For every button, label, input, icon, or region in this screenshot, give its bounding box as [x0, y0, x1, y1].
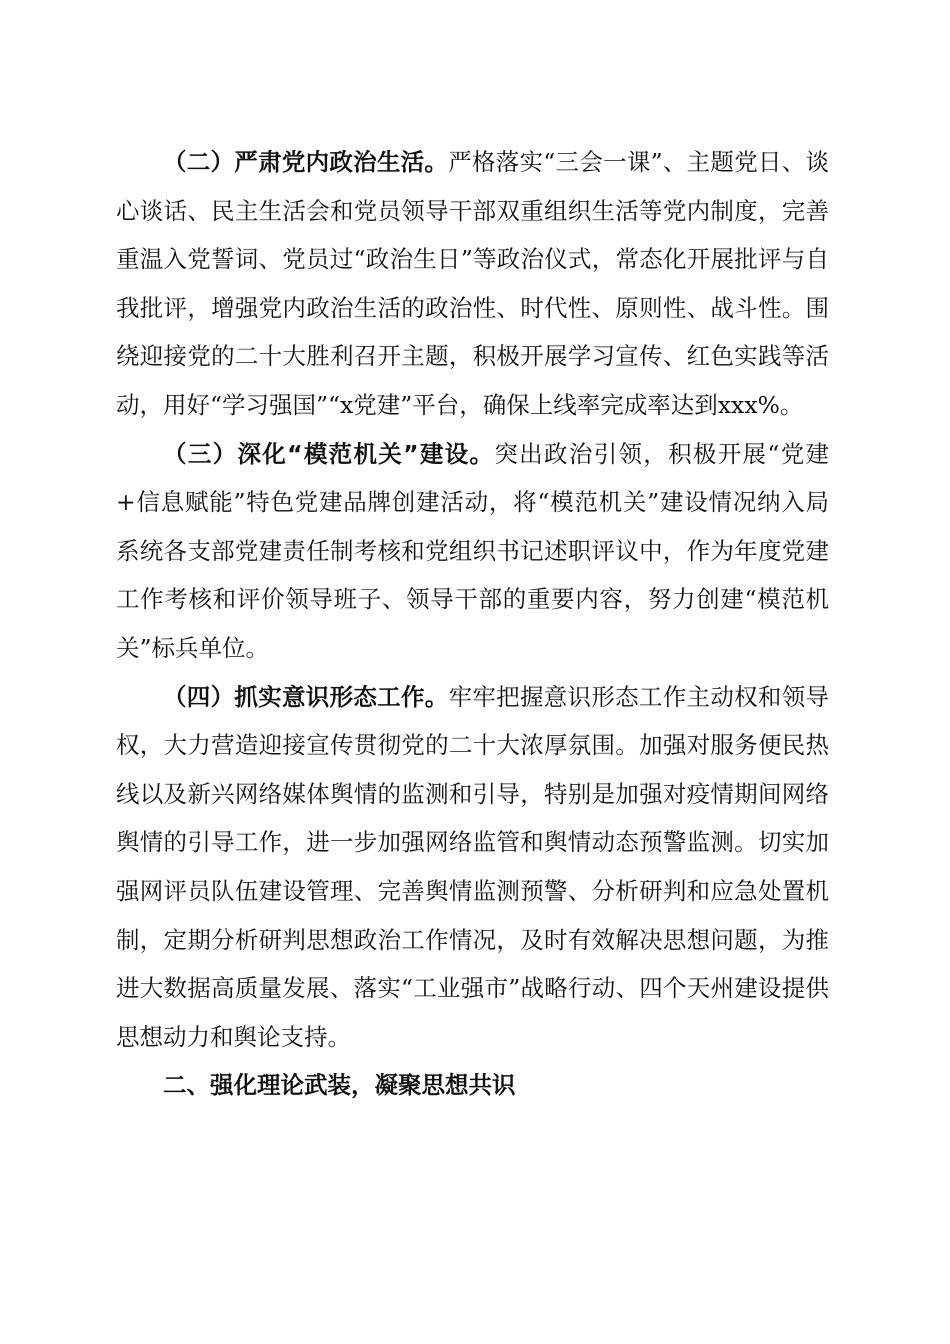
section-heading: 二、强化理论武装，凝聚思想共识	[163, 1071, 516, 1100]
paragraph-body-text: 牢牢把握意识形态工作主动权和领导权，大力营造迎接宣传贯彻党的二十大浓厚氛围。加强对服务便民热线以及新兴网络媒体舆情的监测和引导，特别是加强对疫情期间网络舆情的引导工作，进一步加强网络监管和舆情动态预警监测。切实加强网评员队伍建设管理、完善舆情监测预警、分析研判和应急处置机制，定期分析研判思想政治工作情况，及时有效解决思想问题，为推进大数据高质量发展、落实“工业强市”战略行动、四个天州建设提供思想动力和舆论支持。	[116, 682, 830, 1051]
paragraph-body-text: 严格落实“三会一课”、主题党日、谈心谈话、民主生活会和党员领导干部双重组织生活等党内制度，完善重温入党誓词、党员过“政治生日”等政治仪式，常态化开展批评与自我批评，增强党内政治生活的政治性、时代性、原则性、战斗性。围绕迎接党的二十大胜利召开主题，积极开展学习宣传、红色实践等活动，用好“学习强国”“x党建”平台，确保上线率完成率达到xxx%。	[116, 148, 829, 419]
paragraph-body-text: 突出政治引领，积极开展“党建+信息赋能”特色党建品牌创建活动，将“模范机关”建设情况纳入局系统各支部党建责任制考核和党组织书记述职评议中，作为年度党建工作考核和评价领导班子、领导干部的重要内容，努力创建“模范机关”标兵单位。	[116, 439, 830, 662]
document-body	[116, 138, 829, 1110]
paragraph-ideology-work	[116, 673, 829, 1062]
paragraph-lead-title: （二）严肃党内政治生活。	[163, 148, 449, 176]
paragraph-party-political-life	[116, 138, 829, 430]
paragraph-lead-title: （三）深化“模范机关”建设。	[163, 439, 495, 468]
paragraph-lead-title: （四）抓实意识形态工作。	[163, 682, 449, 711]
paragraph-model-organ-construction	[116, 430, 829, 673]
